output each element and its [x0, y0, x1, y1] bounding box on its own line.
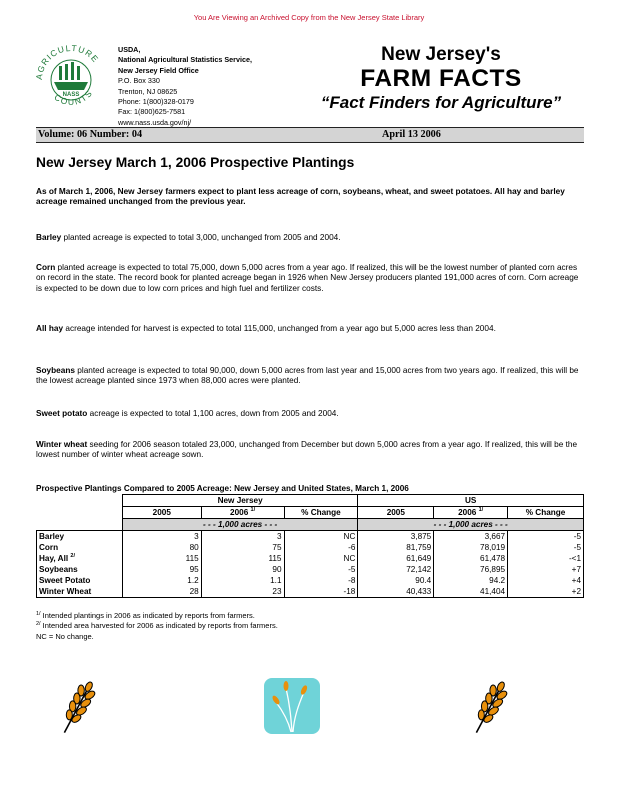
footnote-marker: 1/: [478, 507, 484, 513]
cell-us-2005: 90.4: [358, 575, 434, 586]
crop-name: Winter Wheat: [37, 586, 123, 598]
units-us: - - - 1,000 acres - - -: [358, 519, 584, 531]
paragraph-text: seeding for 2006 season totaled 23,000, unchanged from December but down 5,000 acres from a year ago. If realized, this will be the lowest number of winter wheat acreage sown.: [36, 440, 578, 460]
cell-nj-2006: 23: [201, 586, 284, 598]
wheat-icon: [468, 676, 512, 738]
group-header-nj: New Jersey: [122, 495, 358, 507]
cell-us-change: +4: [508, 575, 584, 586]
table-row: [37, 564, 584, 575]
table-group-header: [37, 495, 584, 507]
usda-phone: Phone: 1(800)328-0179: [118, 97, 194, 107]
paragraph-winter-wheat: [36, 440, 584, 461]
issue-date: April 13 2006: [382, 129, 441, 140]
footnote-text: Intended plantings in 2006 as indicated by reports from farmers.: [40, 611, 255, 620]
paragraph-lead: Sweet potato: [36, 409, 88, 418]
footnote-marker: 1/: [36, 611, 41, 617]
table-row: [37, 586, 584, 598]
footnote-text: Intended area harvested for 2006 as indicated by reports from farmers.: [40, 621, 278, 630]
logo-center-text: NASS: [62, 92, 80, 98]
cell-us-2005: 72,142: [358, 564, 434, 575]
intro-paragraph: As of March 1, 2006, New Jersey farmers expect to plant less acreage of corn, soybeans, wheat, and sweet potatoes. All hay and barley acreage remained unchanged from the previous year.: [36, 187, 565, 207]
usda-website-link[interactable]: www.nass.usda.gov/nj/: [118, 117, 192, 127]
footnote-marker: 2/: [36, 621, 41, 627]
cell-us-change: -<1: [508, 553, 584, 564]
cell-nj-2006: 1.1: [201, 575, 284, 586]
cell-us-change: -5: [508, 531, 584, 543]
col-header-us-change: % Change: [508, 507, 584, 519]
paragraph-soybeans: [36, 366, 584, 387]
col-header-nj-2006: [201, 507, 284, 519]
paragraph-sweet-potato: [36, 409, 584, 419]
paragraph-barley: [36, 233, 584, 243]
wheat-icon: [56, 676, 100, 738]
cell-nj-2005: 95: [122, 564, 201, 575]
usda-line-1: USDA,: [118, 45, 141, 54]
cell-nj-change: -6: [284, 542, 358, 553]
cell-us-2006: 94.2: [434, 575, 508, 586]
logo-ring-text-top: AGRICULTURE: [33, 42, 102, 81]
masthead: [296, 44, 586, 114]
cell-us-2006: 78,019: [434, 542, 508, 553]
crop-name: [37, 553, 123, 564]
group-header-us: US: [358, 495, 584, 507]
cell-nj-2005: 28: [122, 586, 201, 598]
cell-nj-2005: 3: [122, 531, 201, 543]
table-units-row: [37, 519, 584, 531]
units-nj: - - - 1,000 acres - - -: [122, 519, 358, 531]
cell-nj-2006: 90: [201, 564, 284, 575]
paragraph-all-hay: [36, 324, 584, 334]
volume-number: Volume: 06 Number: 04: [38, 129, 143, 140]
nass-agriculture-counts-logo: [32, 40, 110, 118]
wheat-clipart-icon: [262, 676, 322, 736]
cell-us-2006: 76,895: [434, 564, 508, 575]
page-title: New Jersey March 1, 2006 Prospective Plantings: [36, 155, 355, 170]
footnote-3: NC = No change.: [36, 632, 94, 641]
cell-nj-2005: 1.2: [122, 575, 201, 586]
cell-us-2006: 61,478: [434, 553, 508, 564]
logo-crops-icon: [54, 62, 88, 90]
cell-us-change: -5: [508, 542, 584, 553]
cell-nj-change: -8: [284, 575, 358, 586]
table-column-header: [37, 507, 584, 519]
cell-us-2006: 3,667: [434, 531, 508, 543]
col-header-text: 2006: [458, 508, 477, 517]
crop-label: Hay, All: [39, 554, 69, 563]
paragraph-text: acreage is expected to total 1,100 acres, down from 2005 and 2004.: [87, 409, 339, 418]
logo-ring-text-bottom: COUNTS: [52, 87, 95, 107]
cell-us-2006: 41,404: [434, 586, 508, 598]
col-header-us-2006: [434, 507, 508, 519]
table-row: [37, 531, 584, 543]
paragraph-lead: All hay: [36, 324, 64, 333]
cell-nj-2006: 3: [201, 531, 284, 543]
paragraph-text: planted acreage is expected to total 3,000, unchanged from 2005 and 2004.: [61, 233, 341, 242]
footnote-1: [36, 611, 255, 621]
paragraph-text: acreage intended for harvest is expected to total 115,000, unchanged from a year ago but 5,000 acres less than 2004.: [63, 324, 496, 333]
cell-us-2005: 81,759: [358, 542, 434, 553]
archive-notice: You Are Viewing an Archived Copy from the New Jersey State Library: [193, 13, 425, 22]
col-header-us-2005: 2005: [358, 507, 434, 519]
masthead-line-1: New Jersey's: [381, 44, 501, 65]
cell-nj-2006: 75: [201, 542, 284, 553]
paragraph-lead: Soybeans: [36, 366, 75, 375]
paragraph-corn: [36, 263, 584, 294]
cell-nj-2005: 80: [122, 542, 201, 553]
table-row: [37, 553, 584, 564]
volume-bar: [36, 127, 584, 143]
crop-name: Barley: [37, 531, 123, 543]
footnote-marker: 2/: [70, 553, 75, 559]
usda-address-block: [118, 45, 288, 128]
cell-us-2005: 40,433: [358, 586, 434, 598]
cell-nj-change: NC: [284, 553, 358, 564]
paragraph-lead: Barley: [36, 233, 62, 242]
usda-line-3: New Jersey Field Office: [118, 65, 199, 75]
cell-nj-2006: 115: [201, 553, 284, 564]
usda-line-2: National Agricultural Statistics Service,: [118, 55, 252, 65]
plantings-table: [36, 494, 584, 598]
cell-nj-change: -18: [284, 586, 358, 598]
crop-name: Soybeans: [37, 564, 123, 575]
col-header-text: 2006: [230, 508, 249, 517]
masthead-tagline: “Fact Finders for Agriculture”: [320, 93, 562, 112]
paragraph-lead: Corn: [36, 263, 56, 272]
cell-us-2005: 61,649: [358, 553, 434, 564]
cell-nj-change: NC: [284, 531, 358, 543]
cell-us-change: +2: [508, 586, 584, 598]
cell-nj-2005: 115: [122, 553, 201, 564]
cell-us-2005: 3,875: [358, 531, 434, 543]
col-header-nj-2005: 2005: [122, 507, 201, 519]
crop-name: Sweet Potato: [37, 575, 123, 586]
usda-line-5: Trenton, NJ 08625: [118, 86, 178, 96]
usda-line-4: P.O. Box 330: [118, 76, 160, 86]
table-title: Prospective Plantings Compared to 2005 Acreage: New Jersey and United States, March 1, 2006: [36, 484, 409, 493]
paragraph-text: planted acreage is expected to total 75,000, down 5,000 acres from a year ago. If realized, this will be the lowest number of planted corn acres on record in the state. The record book for planted acreage began in 1926 when New Jersey producers planted 191,000 acres of corn. Corn acreage is expected to be down due to low corn prices and high fuel and fertilizer costs.: [36, 263, 579, 293]
cell-nj-change: -5: [284, 564, 358, 575]
masthead-title: FARM FACTS: [360, 65, 522, 92]
footnote-2: [36, 621, 278, 631]
table-row: [37, 542, 584, 553]
col-header-nj-change: % Change: [284, 507, 358, 519]
paragraph-lead: Winter wheat: [36, 440, 88, 449]
paragraph-text: planted acreage is expected to total 90,000, down 5,000 acres from last year and 15,000 acres from two years ago. If realized, this will be the lowest acreage planted since 1973 when 88,000 acres were planted.: [36, 366, 579, 386]
footnote-marker: 1/: [250, 507, 256, 513]
table-row: [37, 575, 584, 586]
cell-us-change: +7: [508, 564, 584, 575]
crop-name: Corn: [37, 542, 123, 553]
usda-fax: Fax: 1(800)625-7581: [118, 107, 186, 117]
